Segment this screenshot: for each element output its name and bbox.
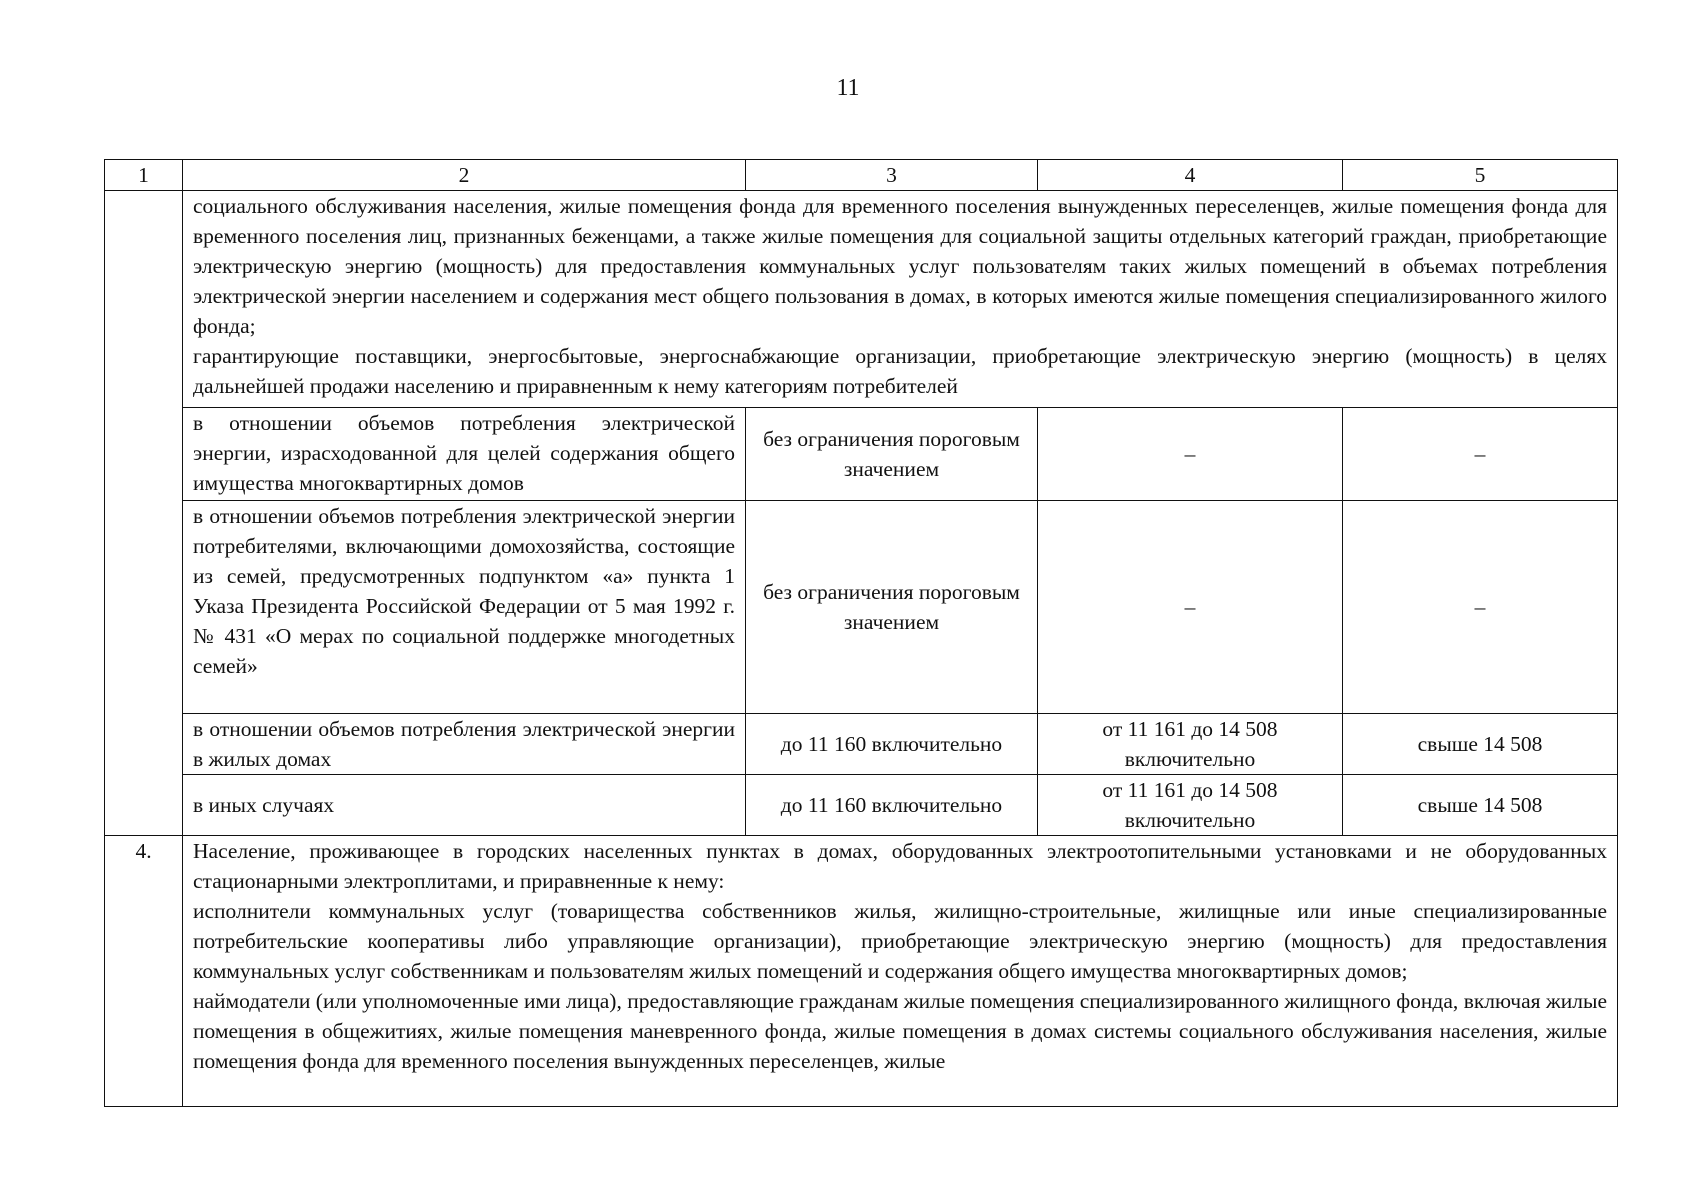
row-col3-value: до 11 160 включительно xyxy=(746,714,1038,775)
continuation-text-cell xyxy=(183,191,1618,408)
column-header-5: 5 xyxy=(1343,160,1618,191)
row-col5-value: свыше 14 508 xyxy=(1343,775,1618,836)
table-row xyxy=(105,714,1618,775)
section-4-paragraph: наймодатели (или уполномоченные ими лица), предоставляющие гражданам жилые помещения специализированного жилищного фонда, включая жилые помещения в общежитиях, жилые помещения маневренного фонда, жилые помещения в домах системы социального обслуживания населения, жилые помещения фонда для временного поселения вынужденных переселенцев, жилые xyxy=(193,989,1607,1073)
column-header-1: 1 xyxy=(105,160,183,191)
section-4-paragraph: исполнители коммунальных услуг (товарищества собственников жилья, жилищно-строительные, жилищные или иные специализированные потребительские кооперативы либо управляющие организации), приобретающие электрическую энергию (мощность) для предоставления коммунальных услуг собственникам и пользователям жилых помещений и содержания общего имущества многоквартирных домов; xyxy=(193,899,1607,983)
section-4-paragraph: Население, проживающее в городских населенных пунктах в домах, оборудованных электроотопительными установками и не оборудованных стационарными электроплитами, и приравненные к нему: xyxy=(193,839,1607,893)
section-4-row xyxy=(105,836,1618,1107)
row-number-cell-empty xyxy=(105,191,183,836)
continuation-paragraph: социального обслуживания населения, жилые помещения фонда для временного поселения вынужденных переселенцев, жилые помещения фонда для временного поселения лиц, признанных беженцами, а также жилые помещения для социальной защиты отдельных категорий граждан, приобретающие электрическую энергию (мощность) для предоставления коммунальных услуг пользователям таких жилых помещений в объемах потребления электрической энергии населением и содержания мест общего пользования в домах, в которых имеются жилые помещения специализированного жилого фонда; xyxy=(193,194,1607,338)
row-col5-value: – xyxy=(1343,408,1618,501)
row-col4-value: от 11 161 до 14 508 включительно xyxy=(1038,714,1343,775)
continuation-row xyxy=(105,191,1618,408)
row-col4-value: – xyxy=(1038,408,1343,501)
row-description: в отношении объемов потребления электрической энергии в жилых домах xyxy=(183,714,746,775)
row-description: в отношении объемов потребления электрической энергии потребителями, включающими домохозяйства, состоящие из семей, предусмотренных подпунктом «а» пункта 1 Указа Президента Российской Федерации от 5 мая 1992 г. № 431 «О мерах по социальной поддержке многодетных семей» xyxy=(183,501,746,714)
table-header-row xyxy=(105,160,1618,191)
row-col5-value: – xyxy=(1343,501,1618,714)
row-col4-value: – xyxy=(1038,501,1343,714)
section-4-text-cell xyxy=(183,836,1618,1107)
tariff-table xyxy=(104,159,1618,1107)
column-header-4: 4 xyxy=(1038,160,1343,191)
row-number: 4. xyxy=(105,836,183,1107)
row-col3-value: без ограничения пороговым значением xyxy=(746,408,1038,501)
row-col5-value: свыше 14 508 xyxy=(1343,714,1618,775)
page-number: 11 xyxy=(836,75,860,101)
row-col3-value: до 11 160 включительно xyxy=(746,775,1038,836)
row-col4-value: от 11 161 до 14 508 включительно xyxy=(1038,775,1343,836)
column-header-3: 3 xyxy=(746,160,1038,191)
continuation-paragraph: гарантирующие поставщики, энергосбытовые, энергоснабжающие организации, приобретающие электрическую энергию (мощность) в целях дальнейшей продажи населению и приравненным к нему категориям потребителей xyxy=(193,344,1607,398)
table-row xyxy=(105,408,1618,501)
table-row xyxy=(105,501,1618,714)
column-header-2: 2 xyxy=(183,160,746,191)
row-description: в иных случаях xyxy=(183,775,746,836)
row-col3-value: без ограничения пороговым значением xyxy=(746,501,1038,714)
table-row xyxy=(105,775,1618,836)
row-description: в отношении объемов потребления электрической энергии, израсходованной для целей содержания общего имущества многоквартирных домов xyxy=(183,408,746,501)
